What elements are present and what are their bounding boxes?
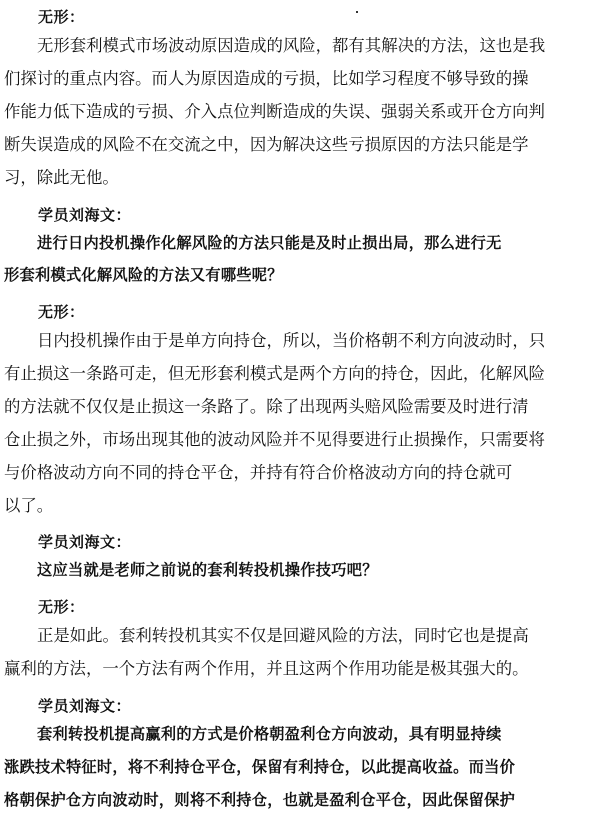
question-line: 套利转投机提高赢利的方式是价格朝盈利仓方向波动，具有明显持续: [37, 725, 502, 743]
question-line: 格朝保护仓方向波动时，则将不利持仓，也就是盈利仓平仓，因此保留保护: [4, 791, 516, 809]
speaker-label: 无形：: [38, 303, 85, 321]
paragraph-line: 习，除此无他。: [4, 168, 119, 187]
question-line: 进行日内投机操作化解风险的方法只能是及时止损出局，那么进行无: [37, 234, 502, 252]
paragraph-line: 有止损这一条路可走，但无形套利模式是两个方向的持仓，因此，化解风险: [4, 364, 545, 383]
speaker-label: 无形：: [38, 598, 85, 616]
paragraph-line: 作能力低下造成的亏损、介入点位判断造成的失误、强弱关系或开仓方向判: [4, 102, 545, 121]
speaker-label: 学员刘海文：: [38, 697, 132, 715]
paragraph-line: 日内投机操作由于是单方向持仓，所以，当价格朝不利方向波动时，只: [37, 331, 546, 350]
speaker-label: 学员刘海文：: [38, 533, 132, 551]
paragraph-line: 断失误造成的风险不在交流之中，因为解决这些亏损原因的方法只能是学: [4, 135, 529, 154]
paragraph-line: 的方法就不仅仅是止损这一条路了。除了出现两头赔风险需要及时进行清: [4, 397, 529, 416]
paragraph-line: 与价格波动方向不同的持仓平仓，并持有符合价格波动方向的持仓就可: [4, 463, 513, 482]
scan-speck: [356, 11, 358, 13]
paragraph-line: 仓止损之外，市场出现其他的波动风险并不见得要进行止损操作，只需要将: [4, 430, 545, 449]
paragraph-line: 无形套利模式市场波动原因造成的风险，都有其解决的方法，这也是我: [37, 36, 546, 55]
question-line: 形套利模式化解风险的方法又有哪些呢？: [4, 266, 283, 284]
paragraph-line: 赢利的方法，一个方法有两个作用，并且这两个作用功能是极其强大的。: [4, 659, 529, 678]
speaker-label: 无形：: [38, 8, 85, 26]
paragraph-line: 们探讨的重点内容。而人为原因造成的亏损，比如学习程度不够导致的操: [4, 69, 529, 88]
paragraph-line: 正是如此。套利转投机其实不仅是回避风险的方法，同时它也是提高: [37, 626, 529, 645]
question-line: 这应当就是老师之前说的套利转投机操作技巧吧？: [37, 561, 378, 579]
question-line: 涨跌技术特征时，将不利持仓平仓，保留有利持仓，以此提高收益。而当价: [4, 758, 516, 776]
speaker-label: 学员刘海文：: [38, 206, 132, 224]
paragraph-line: 以了。: [4, 496, 54, 515]
